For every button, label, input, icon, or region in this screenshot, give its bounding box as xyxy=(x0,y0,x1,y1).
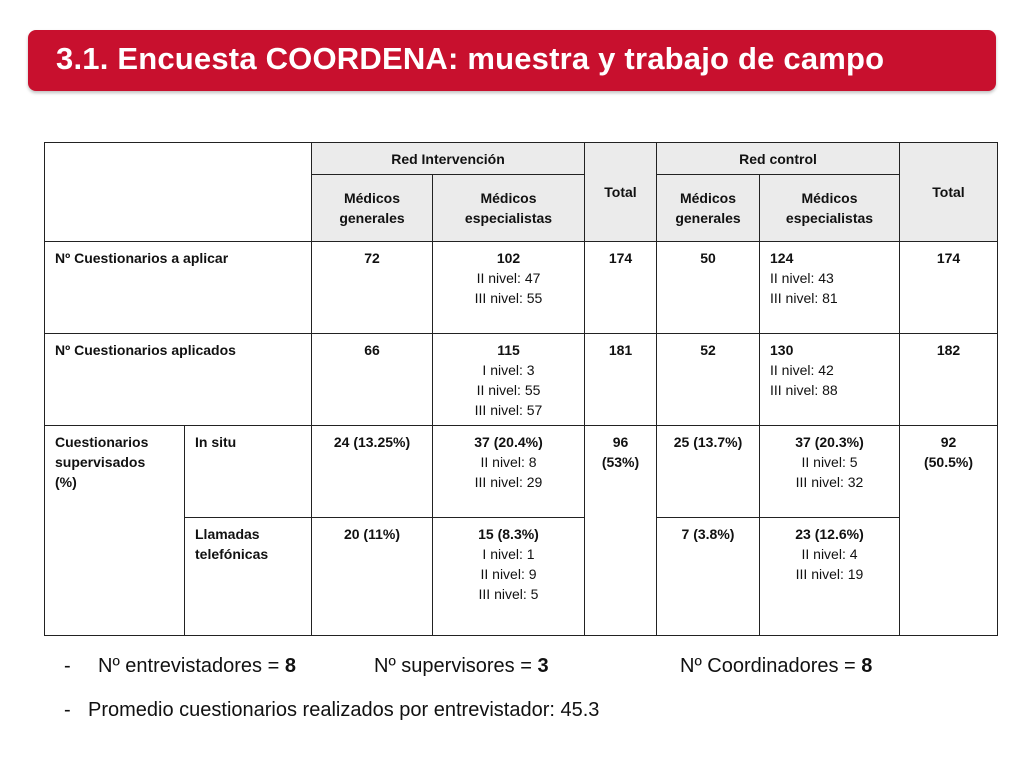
note-label: Nº Coordinadores = xyxy=(680,655,862,677)
cell-text: 124 xyxy=(770,250,794,266)
table-row xyxy=(45,334,998,426)
group-header-control: Red control xyxy=(657,143,900,175)
subheader-text: Médicos xyxy=(679,190,736,206)
total-header-intervencion: Total xyxy=(585,143,657,242)
table-row xyxy=(45,242,998,334)
subheader-text: Médicos xyxy=(480,190,537,206)
row-label-aplicados: Nº Cuestionarios aplicados xyxy=(45,334,312,426)
bullet-dash: - xyxy=(64,655,71,677)
cell-text: I nivel: 3 xyxy=(482,362,535,378)
note-label: Nº supervisores = xyxy=(374,655,538,677)
cell-text: 102 xyxy=(496,250,521,266)
subheader-medicos-especialistas xyxy=(433,175,585,242)
page-title: 3.1. Encuesta COORDENA: muestra y trabajo de campo xyxy=(56,41,885,76)
cell-value: 20 (11%) xyxy=(312,518,433,636)
cell-value xyxy=(433,426,585,518)
table-header-row xyxy=(45,143,998,175)
cell-value xyxy=(760,426,900,518)
cell-value: 72 xyxy=(312,242,433,334)
group-header-intervencion: Red Intervención xyxy=(312,143,585,175)
row-label-supervisados xyxy=(45,426,185,636)
cell-value: 174 xyxy=(585,242,657,334)
subheader-text: Médicos xyxy=(343,190,400,206)
row-label-text: (%) xyxy=(55,474,77,490)
cell-text: III nivel: 88 xyxy=(770,382,838,398)
note-promedio: Promedio cuestionarios realizados por entrevistador: 45.3 xyxy=(88,699,600,721)
cell-value: 174 xyxy=(900,242,998,334)
cell-value: 50 xyxy=(657,242,760,334)
cell-text: III nivel: 57 xyxy=(474,402,543,418)
note-value: 8 xyxy=(284,655,296,677)
cell-text: 23 (12.6%) xyxy=(795,526,864,542)
note-value: 3 xyxy=(537,655,549,677)
subheader-text: generales xyxy=(339,210,405,226)
cell-text: III nivel: 29 xyxy=(474,474,543,490)
cell-text: 15 (8.3%) xyxy=(478,526,539,542)
cell-text: 92 xyxy=(940,434,957,450)
cell-value: 24 (13.25%) xyxy=(312,426,433,518)
cell-value xyxy=(760,518,900,636)
cell-text: 37 (20.4%) xyxy=(474,434,543,450)
cell-text: I nivel: 1 xyxy=(482,546,535,562)
note-supervisores xyxy=(374,652,549,680)
survey-table xyxy=(44,142,998,636)
cell-value: 7 (3.8%) xyxy=(657,518,760,636)
cell-value: 52 xyxy=(657,334,760,426)
bullet-dash: - xyxy=(64,699,71,721)
cell-text: Llamadas xyxy=(195,526,260,542)
cell-value xyxy=(433,334,585,426)
note-value: 8 xyxy=(861,655,873,677)
cell-text: 96 xyxy=(612,434,629,450)
cell-text: III nivel: 19 xyxy=(795,566,864,582)
cell-text: II nivel: 5 xyxy=(801,454,858,470)
subheader-medicos-especialistas xyxy=(760,175,900,242)
cell-text: III nivel: 55 xyxy=(474,290,543,306)
cell-text: III nivel: 81 xyxy=(770,290,838,306)
cell-value xyxy=(585,426,657,636)
cell-value: 182 xyxy=(900,334,998,426)
cell-value: 181 xyxy=(585,334,657,426)
cell-value xyxy=(900,426,998,636)
subheader-medicos-generales xyxy=(657,175,760,242)
cell-text: II nivel: 47 xyxy=(476,270,541,286)
cell-text: III nivel: 32 xyxy=(795,474,864,490)
table-row xyxy=(45,518,998,636)
note-coordinadores xyxy=(680,652,872,680)
cell-value: 66 xyxy=(312,334,433,426)
cell-text: II nivel: 55 xyxy=(476,382,541,398)
cell-value: 25 (13.7%) xyxy=(657,426,760,518)
cell-text: II nivel: 4 xyxy=(801,546,858,562)
title-banner xyxy=(28,30,996,91)
cell-text: III nivel: 5 xyxy=(478,586,539,602)
cell-value xyxy=(760,334,900,426)
sublabel-llamadas xyxy=(185,518,312,636)
subheader-text: Médicos xyxy=(801,190,858,206)
cell-text: (53%) xyxy=(601,454,640,470)
row-label-text: supervisados xyxy=(55,454,146,470)
cell-value xyxy=(433,242,585,334)
subheader-medicos-generales xyxy=(312,175,433,242)
subheader-text: especialistas xyxy=(785,210,874,226)
cell-text: 37 (20.3%) xyxy=(795,434,864,450)
cell-text: 115 xyxy=(497,342,520,358)
cell-text: II nivel: 43 xyxy=(770,270,834,286)
subheader-text: generales xyxy=(675,210,741,226)
total-header-control: Total xyxy=(900,143,998,242)
cell-text: 130 xyxy=(770,342,794,358)
row-label-text: Cuestionarios xyxy=(55,434,149,450)
table-row xyxy=(45,426,998,518)
note-label: Nº entrevistadores = xyxy=(98,655,285,677)
empty-corner-cell xyxy=(45,143,312,242)
cell-text: (50.5%) xyxy=(923,454,974,470)
cell-text: II nivel: 9 xyxy=(480,566,537,582)
cell-value xyxy=(433,518,585,636)
cell-text: II nivel: 42 xyxy=(770,362,834,378)
cell-value xyxy=(760,242,900,334)
cell-text: II nivel: 8 xyxy=(480,454,537,470)
row-label-aplicar: Nº Cuestionarios a aplicar xyxy=(45,242,312,334)
note-entrevistadores xyxy=(98,652,296,680)
sublabel-in-situ: In situ xyxy=(185,426,312,518)
subheader-text: especialistas xyxy=(464,210,553,226)
cell-text: telefónicas xyxy=(195,546,269,562)
